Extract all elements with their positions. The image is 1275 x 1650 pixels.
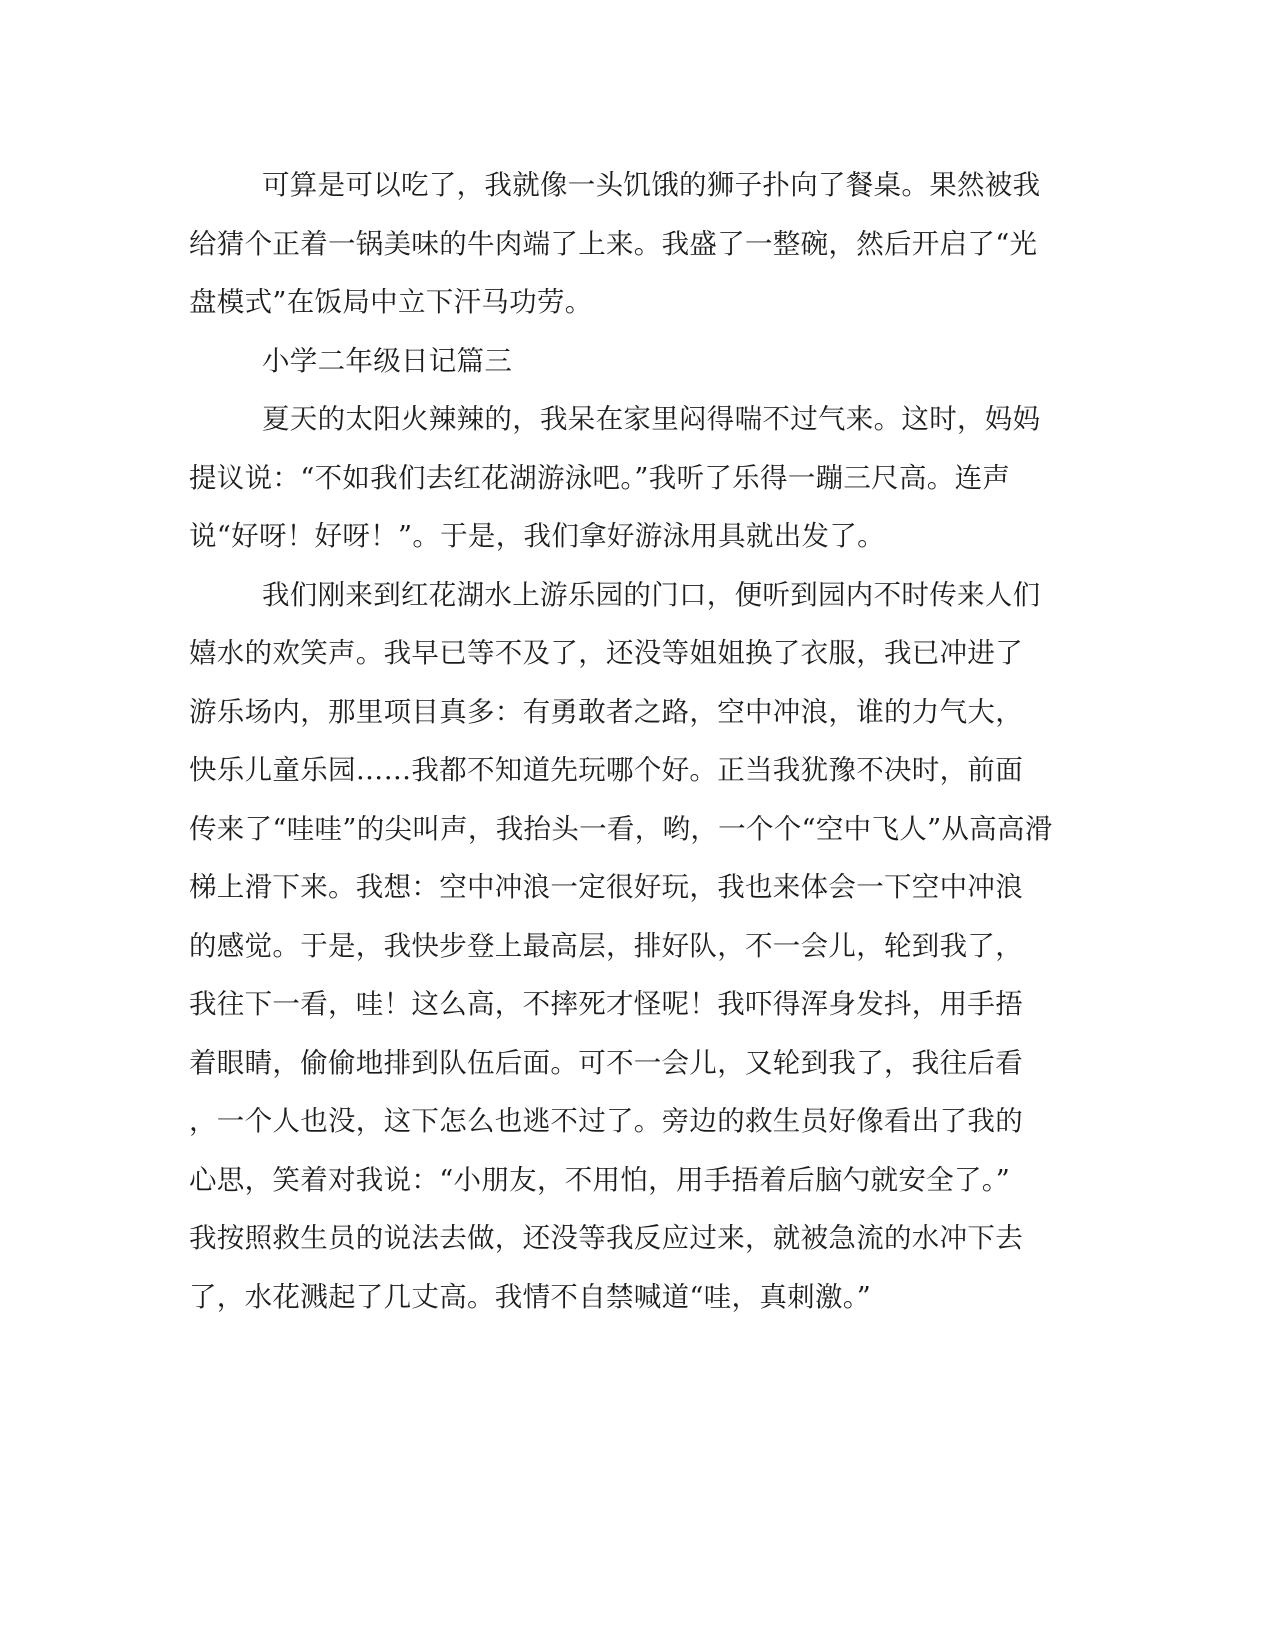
text-line: 快乐儿童乐园……我都不知道先玩哪个好。正当我犹豫不决时，前面 [189, 754, 1023, 786]
text-line: 了，水花溅起了几丈高。我情不自禁喊道“哇，真刺激。” [189, 1281, 872, 1313]
text-line: 心思，笑着对我说：“小朋友，不用怕，用手捂着后脑勺就安全了。” [189, 1164, 1011, 1196]
text-line: 着眼睛，偷偷地排到队伍后面。可不一会儿，又轮到我了，我往后看 [189, 1047, 1023, 1079]
text-line: 的感觉。于是，我快步登上最高层，排好队，不一会儿，轮到我了， [189, 930, 1023, 962]
text-line: 给猜个正着一锅美味的牛肉端了上来。我盛了一整碗，然后开启了“光 [189, 228, 1038, 260]
text-line: 游乐场内，那里项目真多：有勇敢者之路，空中冲浪，谁的力气大， [189, 696, 1023, 728]
text-line: 我按照救生员的说法去做，还没等我反应过来，就被急流的水冲下去 [189, 1222, 1023, 1254]
text-line: 我往下一看，哇！这么高，不摔死才怪呢！我吓得浑身发抖，用手捂 [189, 988, 1023, 1020]
text-line: 提议说：“不如我们去红花湖游泳吧。”我听了乐得一蹦三尺高。连声 [189, 462, 1011, 494]
text-line: 说“好呀！好呀！”。于是，我们拿好游泳用具就出发了。 [189, 520, 885, 552]
text-line: 盘模式”在饭局中立下汗马功劳。 [189, 286, 593, 318]
text-line: 我们刚来到红花湖水上游乐园的门口，便听到园内不时传来人们 [262, 579, 1041, 611]
text-line: 嬉水的欢笑声。我早已等不及了，还没等姐姐换了衣服，我已冲进了 [189, 637, 1023, 669]
text-line: ，一个人也没，这下怎么也逃不过了。旁边的救生员好像看出了我的 [189, 1105, 1023, 1137]
text-line: 可算是可以吃了，我就像一头饥饿的狮子扑向了餐桌。果然被我 [262, 169, 1041, 201]
section-heading: 小学二年级日记篇三 [262, 345, 513, 377]
text-line: 夏天的太阳火辣辣的，我呆在家里闷得喘不过气来。这时，妈妈 [262, 403, 1041, 435]
text-line: 传来了“哇哇”的尖叫声，我抬头一看，哟，一个个“空中飞人”从高高滑 [189, 813, 1053, 845]
text-line: 梯上滑下来。我想：空中冲浪一定很好玩，我也来体会一下空中冲浪 [189, 871, 1023, 903]
